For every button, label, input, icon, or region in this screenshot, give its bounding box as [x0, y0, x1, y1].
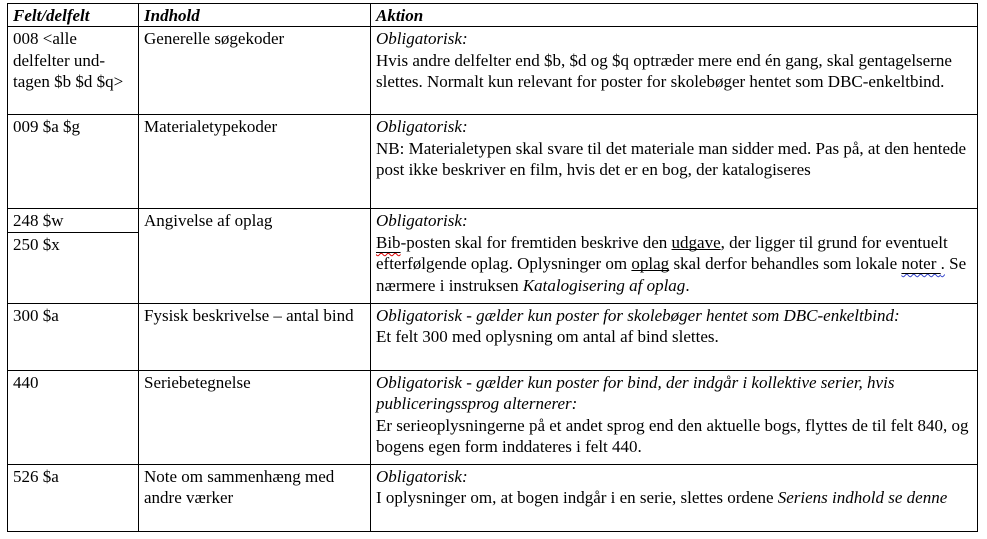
aktion-body: I oplysninger om, at bogen indgår i en serie, slettes ordene — [376, 488, 778, 508]
aktion-cell — [371, 115, 978, 209]
table-header-row — [8, 4, 978, 27]
felt-cell-250: 250 $x — [8, 232, 139, 303]
felt-cell-009: 009 $a $g — [8, 115, 139, 209]
aktion-cell — [371, 464, 978, 531]
felt-cell-300: 300 $a — [8, 303, 139, 370]
aktion-body: Hvis andre delfelter end $b, $d og $q optræder mere end én gang, skal gentagelserne slettes. Normalt kun relevant for poster for skolebøger hentet som DBC-enkeltbind. — [376, 50, 952, 92]
instruction-title: Katalogisering af oplag — [522, 275, 686, 295]
aktion-body: Et felt 300 med oplysning om antal af bind slettes. — [376, 327, 719, 347]
aktion-label: Obligatorisk - gælder kun poster for skolebøger hentet som DBC-enkeltbind: — [376, 305, 900, 325]
indhold-cell: Angivelse af oplag — [139, 209, 371, 303]
table-row — [8, 370, 978, 464]
header-felt-delfelt: Felt/delfelt — [8, 4, 139, 27]
aktion-cell — [371, 303, 978, 370]
underlined-word: udgave — [671, 232, 721, 252]
aktion-label: Obligatorisk: — [376, 29, 468, 49]
aktion-body: -posten skal for fremtiden beskrive den — [400, 232, 672, 252]
aktion-label: Obligatorisk: — [376, 466, 468, 486]
indhold-cell: Generelle søgekoder — [139, 27, 371, 115]
indhold-cell: Note om sammenhæng med andre værker — [139, 464, 371, 531]
aktion-body: Se nærmere i instruksen — [376, 254, 967, 295]
aktion-body: skal derfor behandles som lokale — [669, 254, 902, 274]
aktion-body: , der ligger til grund for eventuelt efterfølgende oplag. Oplysninger om — [376, 232, 948, 274]
aktion-body: Er serieoplysningerne på et andet sprog end den aktuelle bogs, flyttes de til felt 840, og bogens egen form inddateres i felt 440. — [376, 415, 969, 457]
header-aktion: Aktion — [371, 4, 978, 27]
aktion-body: . — [685, 275, 690, 295]
series-phrase: Seriens indhold se denne — [777, 488, 948, 508]
underlined-word: oplag — [631, 254, 670, 274]
header-indhold: Indhold — [139, 4, 371, 27]
aktion-body: NB: Materialetypen skal svare til det materiale man sidder med. Pas på, at den hentede post ikke beskriver en film, hvis det er en bog, der katalogiseres — [376, 138, 967, 180]
table-row — [8, 115, 978, 209]
indhold-cell: Seriebetegnelse — [139, 370, 371, 464]
misspelled-word: Bib — [376, 232, 401, 252]
aktion-label: Obligatorisk: — [376, 117, 468, 137]
aktion-label: Obligatorisk: — [376, 211, 468, 231]
indhold-cell: Materialetypekoder — [139, 115, 371, 209]
aktion-cell — [371, 209, 978, 303]
table-row — [8, 27, 978, 115]
aktion-cell — [371, 27, 978, 115]
aktion-label: Obligatorisk - gælder kun poster for bind, der indgår i kollektive serier, hvis publiceringssprog alternerer: — [376, 372, 895, 414]
felt-cell-440: 440 — [8, 370, 139, 464]
table-row — [8, 303, 978, 370]
table-row — [8, 464, 978, 531]
grammar-flagged-word: noter . — [901, 254, 945, 274]
marc-field-rules-table — [7, 3, 978, 532]
felt-cell-248: 248 $w — [8, 209, 139, 232]
aktion-cell — [371, 370, 978, 464]
indhold-cell: Fysisk beskrivelse – antal bind — [139, 303, 371, 370]
felt-cell-008: 008 <alle delfelter und-tagen $b $d $q> — [8, 27, 139, 115]
table-row — [8, 209, 978, 232]
felt-cell-526: 526 $a — [8, 464, 139, 531]
